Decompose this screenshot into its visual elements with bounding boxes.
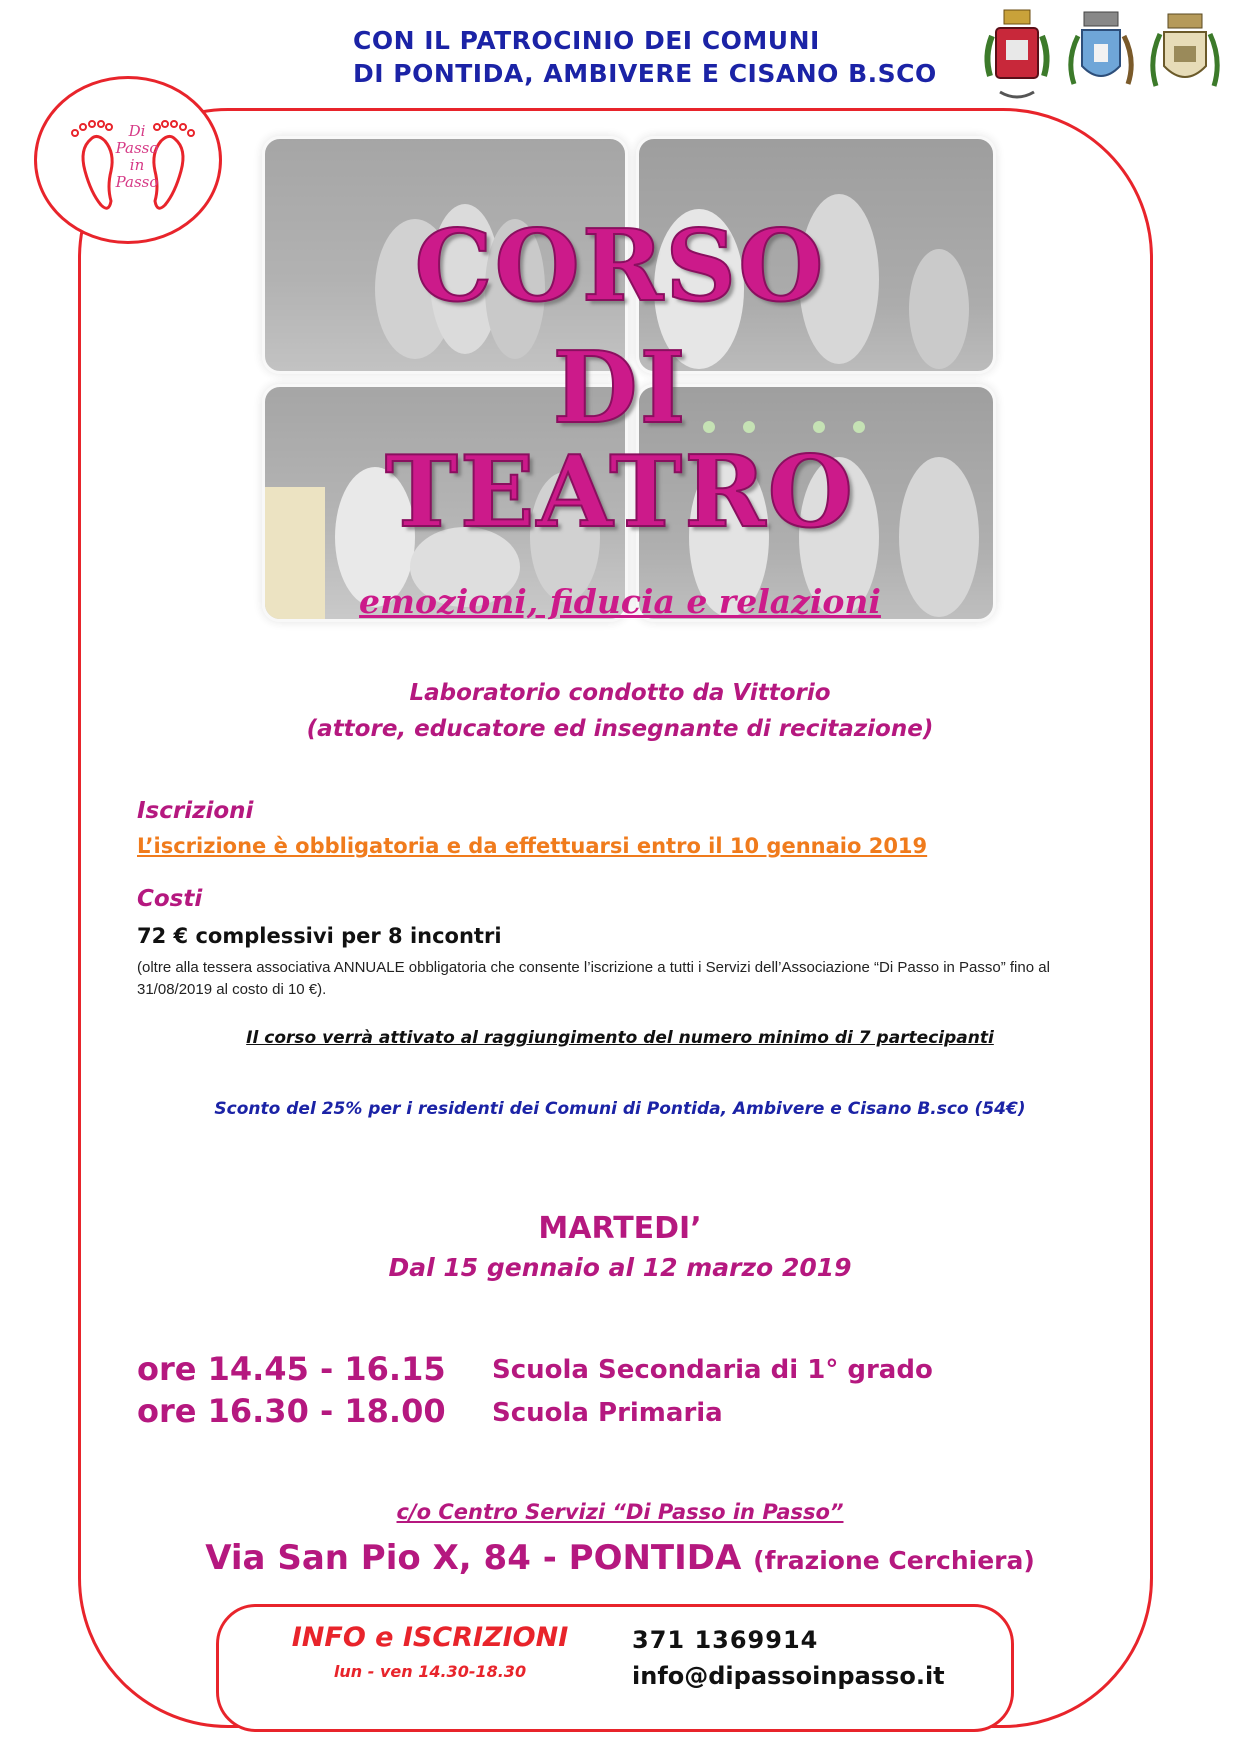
phone-number[interactable]: 371 1369914 [632, 1626, 819, 1654]
patronage-header [353, 24, 937, 90]
costi-heading: Costi [137, 886, 203, 912]
patronage-line-1: CON IL PATROCINIO DEI COMUNI [353, 26, 820, 55]
logo-wordmark [107, 123, 167, 191]
logo-word-di: Di [128, 122, 146, 140]
logo-word-in: in [129, 156, 145, 174]
lab-line-2: (attore, educatore ed insegnante di recitazione) [306, 716, 934, 742]
subtitle: emozioni, fiducia e relazioni [359, 582, 881, 621]
address [200, 1538, 1040, 1578]
slot-time: ore 16.30 - 18.00 [137, 1392, 446, 1430]
iscrizioni-heading: Iscrizioni [137, 798, 254, 824]
schedule-dates: Dal 15 gennaio al 12 marzo 2019 [388, 1253, 852, 1282]
logo-word-passo-2: Passo [115, 173, 159, 191]
address-detail: (frazione Cerchiera) [753, 1546, 1035, 1575]
lab-line-1: Laboratorio condotto da Vittorio [409, 680, 831, 706]
slot-time: ore 14.45 - 16.15 [137, 1350, 446, 1388]
title-corso: CORSO [414, 209, 826, 324]
email-link[interactable]: info@dipassoinpasso.it [632, 1662, 945, 1690]
costi-price: 72 € complessivi per 8 incontri [137, 924, 502, 948]
association-logo [34, 76, 222, 244]
minimum-participants-note: Il corso verrà attivato al raggiungimento del numero minimo di 7 partecipanti [246, 1028, 994, 1048]
logo-word-passo: Passo [115, 139, 159, 157]
centro-servizi: c/o Centro Servizi “Di Passo in Passo” [396, 1500, 844, 1524]
cisano-crest-icon [1148, 6, 1222, 110]
slot-school: Scuola Primaria [492, 1398, 723, 1428]
costi-note: (oltre alla tessera associativa ANNUALE obbligatoria che consente l’iscrizione a tutti i Servizi dell’Associazione “Di Passo in Passo” fino al 31/08/2019 al costo di 10 €). [137, 959, 1050, 998]
address-street: Via San Pio X, 84 - PONTIDA [205, 1538, 742, 1578]
info-heading: INFO e ISCRIZIONI [291, 1622, 569, 1653]
title-teatro: TEATRO [384, 435, 856, 550]
slot-school: Scuola Secondaria di 1° grado [492, 1355, 933, 1385]
ambivere-crest-icon [1064, 6, 1138, 110]
title-di: DI [552, 331, 688, 446]
iscrizioni-text: L’iscrizione è obbligatoria e da effettuarsi entro il 10 gennaio 2019 [137, 834, 928, 858]
schedule-day: MARTEDI’ [538, 1211, 702, 1246]
discount-note: Sconto del 25% per i residenti dei Comuni di Pontida, Ambivere e Cisano B.sco (54€) [214, 1099, 1026, 1119]
info-hours: lun - ven 14.30-18.30 [333, 1662, 527, 1681]
pontida-crest-icon [980, 6, 1054, 110]
patronage-line-2: DI PONTIDA, AMBIVERE E CISANO B.SCO [353, 59, 937, 88]
